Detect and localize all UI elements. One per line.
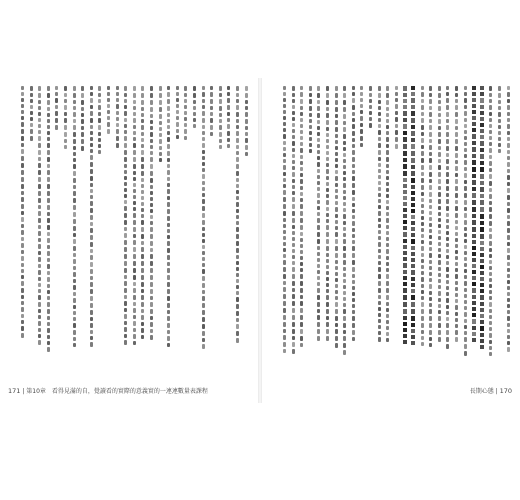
text-column [131, 86, 137, 356]
text-column [80, 86, 86, 356]
text-column [28, 86, 34, 356]
text-column [105, 86, 111, 356]
text-column [217, 86, 223, 356]
left-page-number: 171 [8, 387, 21, 395]
left-running-head: 第10章 看得見滿的自，覺讀看的實際的意義實的一連連數量表課程 [26, 388, 208, 395]
text-column [226, 86, 232, 356]
text-column [299, 86, 305, 356]
text-column [428, 86, 434, 356]
text-column [140, 86, 146, 356]
text-column [62, 86, 68, 356]
text-column [419, 86, 425, 356]
text-column [234, 86, 240, 356]
text-column [243, 86, 249, 356]
text-column [471, 86, 477, 356]
text-column [445, 86, 451, 356]
text-column [88, 86, 94, 356]
text-column [114, 86, 120, 356]
text-column [462, 86, 468, 356]
book-spread [0, 78, 520, 403]
text-column [505, 86, 511, 356]
text-column [333, 86, 339, 356]
text-column [496, 86, 502, 356]
text-column [191, 86, 197, 356]
text-column [385, 86, 391, 356]
text-column [410, 86, 416, 356]
text-column [376, 86, 382, 356]
text-column [19, 86, 25, 356]
text-column [97, 86, 103, 356]
right-footer: 長期心態 | 170 [469, 387, 512, 395]
text-column [290, 86, 296, 356]
left-footer: 171 | 第10章 看得見滿的自，覺讀看的實際的意義實的一連連數量表課程 [8, 387, 208, 395]
text-column [209, 86, 215, 356]
text-column [148, 86, 154, 356]
text-column [402, 86, 408, 356]
text-column [166, 86, 172, 356]
text-column [488, 86, 494, 356]
text-column [123, 86, 129, 356]
text-column [200, 86, 206, 356]
text-column [350, 86, 356, 356]
right-running-head: 長期心態 [469, 388, 494, 395]
text-column [183, 86, 189, 356]
text-column [479, 86, 485, 356]
text-column [453, 86, 459, 356]
text-column [157, 86, 163, 356]
text-column [359, 86, 365, 356]
text-column [37, 86, 43, 356]
text-column [436, 86, 442, 356]
text-column [367, 86, 373, 356]
right-page [262, 78, 518, 403]
left-page [2, 78, 258, 403]
text-column [393, 86, 399, 356]
text-column [281, 86, 287, 356]
text-column [54, 86, 60, 356]
text-column [316, 86, 322, 356]
text-column [45, 86, 51, 356]
right-page-number: 170 [499, 387, 512, 395]
text-column [71, 86, 77, 356]
text-column [307, 86, 313, 356]
text-column [174, 86, 180, 356]
text-column [342, 86, 348, 356]
text-column [324, 86, 330, 356]
